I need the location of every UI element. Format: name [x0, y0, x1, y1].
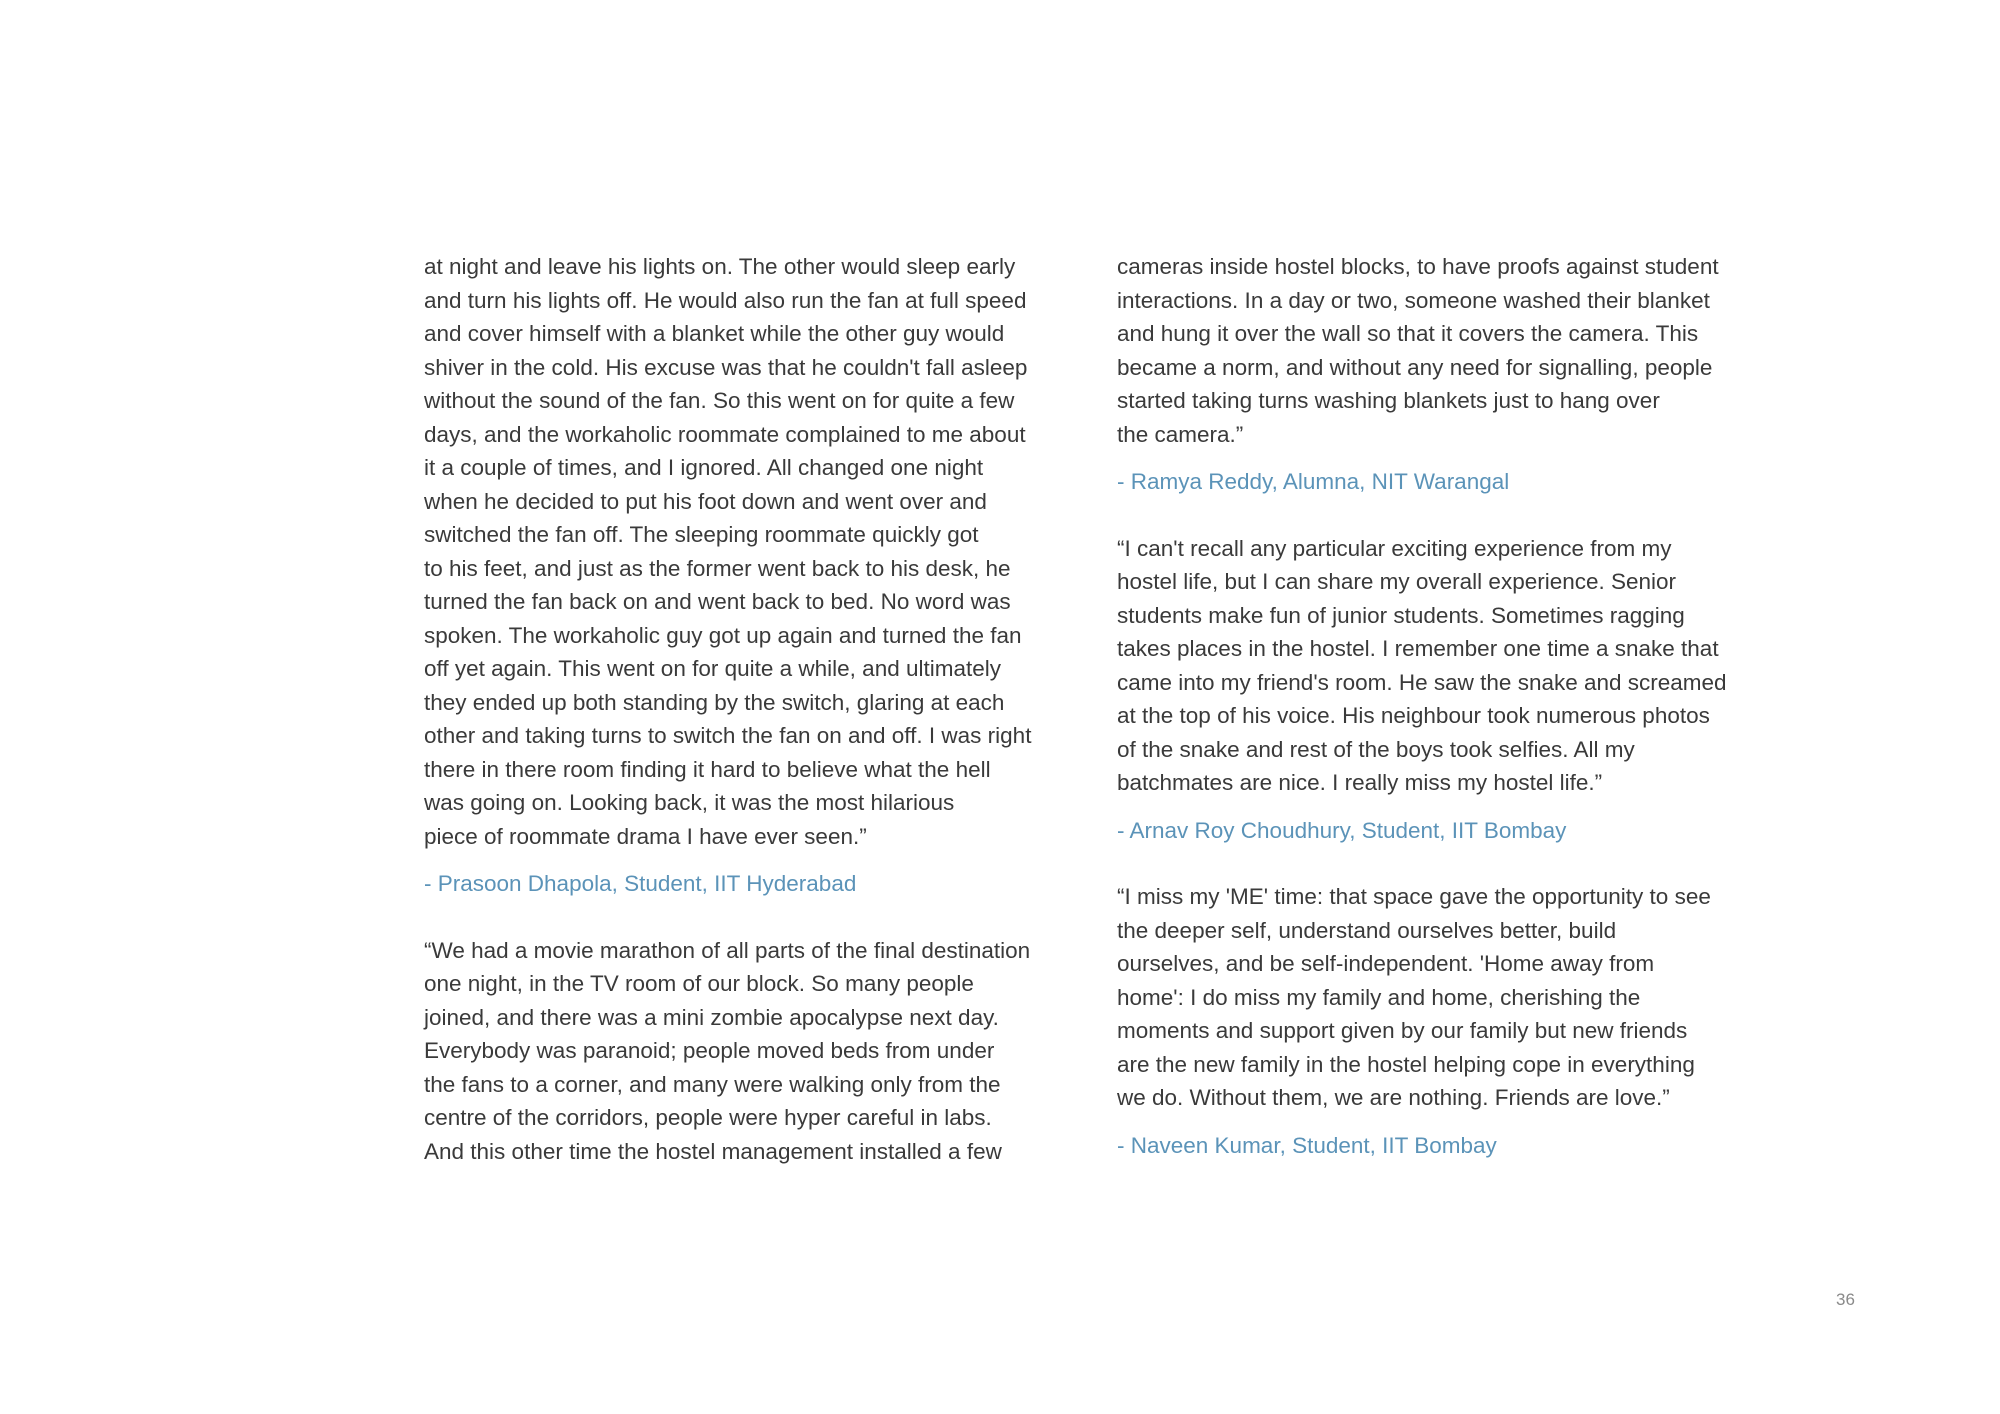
quote-line: at night and leave his lights on. The other would sleep early [424, 254, 1016, 279]
paragraph-gap [1117, 499, 1777, 532]
attribution-prasoon: - Prasoon Dhapola, Student, IIT Hyderabad [424, 871, 857, 896]
quote-line: and hung it over the wall so that it covers the camera. This [1117, 321, 1699, 346]
quote-line: came into my friend's room. He saw the snake and screamed [1117, 669, 1727, 695]
quote-line: interactions. In a day or two, someone washed their blanket [1117, 287, 1710, 313]
attribution-naveen: - Naveen Kumar, Student, IIT Bombay [1117, 1132, 1497, 1158]
attribution-ramya: - Ramya Reddy, Alumna, NIT Warangal [1117, 469, 1510, 494]
quote-line: was going on. Looking back, it was the most hilarious [424, 790, 955, 815]
quote-line: takes places in the hostel. I remember one time a snake that [1117, 636, 1719, 661]
paragraph-gap [1117, 847, 1777, 880]
quote-line: Everybody was paranoid; people moved beds from under [424, 1038, 995, 1063]
quote-line: to his feet, and just as the former went back to his desk, he [424, 555, 1011, 581]
quote-prasoon-text [424, 250, 1084, 853]
quote-line: became a norm, and without any need for signalling, people [1117, 354, 1713, 380]
quote-line: turned the fan back on and went back to bed. No word was [424, 589, 1011, 614]
quote-line: without the sound of the fan. So this went on for quite a few [424, 388, 1015, 413]
quote-line: shiver in the cold. His excuse was that he couldn't fall asleep [424, 354, 1028, 380]
quote-line: the camera.” [1117, 421, 1244, 447]
left-column [424, 250, 1084, 1168]
quote-line: “I miss my 'ME' time: that space gave the opportunity to see [1117, 884, 1711, 909]
quote-line: one night, in the TV room of our block. So many people [424, 971, 974, 996]
quote-line: are the new family in the hostel helping cope in everything [1117, 1051, 1695, 1077]
quote-arnav-text [1117, 532, 1777, 800]
quote-line: of the snake and rest of the boys took selfies. All my [1117, 736, 1635, 762]
quote-line: joined, and there was a mini zombie apocalypse next day. [424, 1004, 999, 1030]
quote-ramya-continued [1117, 250, 1777, 451]
quote-line: and cover himself with a blanket while the other guy would [424, 321, 1005, 346]
quote-line: spoken. The workaholic guy got up again and turned the fan [424, 622, 1022, 648]
quote-line: “I can't recall any particular exciting experience from my [1117, 535, 1672, 561]
quote-line: home': I do miss my family and home, cherishing the [1117, 984, 1641, 1010]
page-number: 36 [1836, 1290, 1855, 1309]
quote-line: moments and support given by our family but new friends [1117, 1018, 1688, 1043]
quote-line: other and taking turns to switch the fan on and off. I was right [424, 723, 1032, 748]
quote-line: cameras inside hostel blocks, to have proofs against student [1117, 254, 1719, 279]
quote-line: there in there room finding it hard to believe what the hell [424, 756, 991, 782]
quote-line: students make fun of junior students. Sometimes ragging [1117, 602, 1685, 628]
quote-line: batchmates are nice. I really miss my hostel life.” [1117, 770, 1603, 795]
quote-line: And this other time the hostel management installed a few [424, 1138, 1002, 1164]
quote-ramya-text [424, 934, 1084, 1169]
quote-line: “We had a movie marathon of all parts of the final destination [424, 937, 1031, 963]
quote-naveen-text [1117, 880, 1777, 1115]
quote-line: hostel life, but I can share my overall experience. Senior [1117, 569, 1677, 594]
quote-line: when he decided to put his foot down and went over and [424, 488, 987, 514]
quote-line: piece of roommate drama I have ever seen.” [424, 823, 867, 849]
right-column [1117, 250, 1777, 1162]
quote-line: we do. Without them, we are nothing. Friends are love.” [1117, 1085, 1670, 1110]
quote-line: ourselves, and be self-independent. 'Home away from [1117, 951, 1655, 976]
quote-line: started taking turns washing blankets just to hang over [1117, 388, 1660, 413]
quote-line: centre of the corridors, people were hyper careful in labs. [424, 1105, 992, 1130]
quote-line: it a couple of times, and I ignored. All changed one night [424, 455, 984, 480]
paragraph-gap [424, 901, 1084, 934]
quote-line: days, and the workaholic roommate complained to me about [424, 421, 1026, 447]
quote-line: switched the fan off. The sleeping roommate quickly got [424, 522, 979, 547]
quote-line: the deeper self, understand ourselves better, build [1117, 917, 1617, 943]
quote-line: the fans to a corner, and many were walking only from the [424, 1071, 1001, 1097]
quote-line: they ended up both standing by the switch, glaring at each [424, 689, 1005, 715]
quote-line: and turn his lights off. He would also run the fan at full speed [424, 287, 1027, 313]
quote-line: off yet again. This went on for quite a while, and ultimately [424, 656, 1002, 681]
attribution-arnav: - Arnav Roy Choudhury, Student, IIT Bombay [1117, 817, 1567, 843]
quote-line: at the top of his voice. His neighbour took numerous photos [1117, 703, 1710, 728]
